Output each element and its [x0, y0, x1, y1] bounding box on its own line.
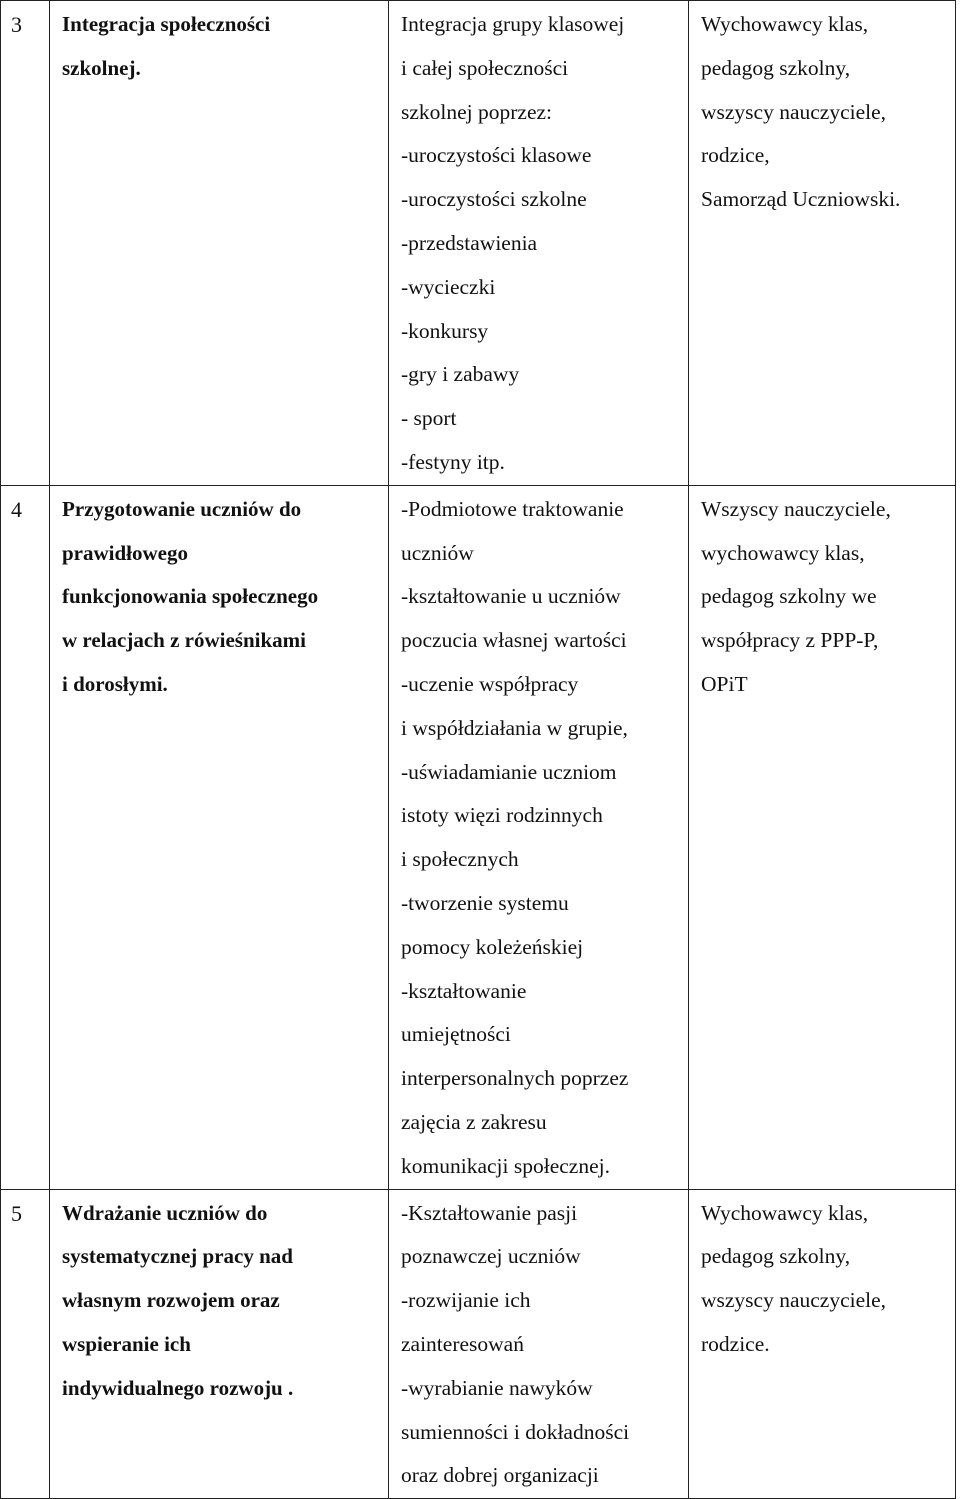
task-line: -festyny itp. [401, 449, 505, 474]
goal-line: prawidłowego [62, 540, 188, 565]
task-line: zainteresowań [401, 1331, 524, 1356]
task-line: i całej społeczności [401, 55, 569, 80]
goal-cell [50, 485, 389, 1189]
task-line: sumienności i dokładności [401, 1419, 630, 1444]
goal-cell [50, 1, 389, 486]
row-number-cell [1, 1, 50, 486]
responsible-line: rodzice, [701, 143, 770, 168]
responsible-line: wszyscy nauczyciele, [701, 99, 887, 124]
responsible-line: rodzice. [701, 1331, 770, 1356]
row-number-cell [1, 1189, 50, 1499]
tasks-cell [389, 1189, 689, 1499]
goal-line: własnym rozwojem oraz [62, 1288, 280, 1313]
goal-line: Przygotowanie uczniów do [62, 496, 302, 521]
task-line: -Podmiotowe traktowanie [401, 496, 624, 521]
responsible-line: wychowawcy klas, [701, 540, 865, 565]
task-line: -uświadamianie uczniom [401, 759, 617, 784]
row-number: 3 [11, 12, 22, 37]
responsible-line: współpracy z PPP-P, [701, 628, 879, 653]
responsible-line: Wychowawcy klas, [701, 1200, 869, 1225]
task-line: i społecznych [401, 847, 519, 872]
responsible-line: pedagog szkolny, [701, 1244, 851, 1269]
responsible-cell [689, 1189, 956, 1499]
task-line: -przedstawienia [401, 230, 538, 255]
task-line: interpersonalnych poprzez [401, 1066, 629, 1091]
task-line: -rozwijanie ich [401, 1288, 531, 1313]
goal-line: systematycznej pracy nad [62, 1244, 293, 1269]
responsible-line: pedagog szkolny we [701, 584, 877, 609]
responsible-cell [689, 485, 956, 1189]
task-line: komunikacji społecznej. [401, 1153, 610, 1178]
goal-cell [50, 1189, 389, 1499]
task-line: uczniów [401, 540, 474, 565]
table-row [1, 485, 956, 1189]
row-number-cell [1, 485, 50, 1189]
goal-line: i dorosłymi. [62, 671, 168, 696]
task-line: -wycieczki [401, 274, 496, 299]
task-line: -wyrabianie nawyków [401, 1375, 593, 1400]
responsible-line: wszyscy nauczyciele, [701, 1288, 887, 1313]
row-number: 4 [11, 496, 22, 522]
tasks-cell [389, 1, 689, 486]
task-line: poznawczej uczniów [401, 1244, 581, 1269]
task-line: -konkursy [401, 318, 489, 343]
task-line: -uczenie współpracy [401, 671, 579, 696]
goal-line: Wdrażanie uczniów do [62, 1200, 268, 1225]
goal-line: indywidualnego rozwoju . [62, 1375, 294, 1400]
task-line: zajęcia z zakresu [401, 1109, 547, 1134]
task-line: pomocy koleżeńskiej [401, 934, 584, 959]
table-row [1, 1189, 956, 1499]
task-line: -uroczystości klasowe [401, 143, 592, 168]
responsible-cell [689, 1, 956, 486]
task-line: i współdziałania w grupie, [401, 715, 628, 740]
tasks-cell [389, 485, 689, 1189]
task-line: szkolnej poprzez: [401, 99, 553, 124]
task-line: oraz dobrej organizacji [401, 1463, 599, 1488]
task-line: Integracja grupy klasowej [401, 12, 625, 36]
goal-line: funkcjonowania społecznego [62, 584, 319, 609]
task-line: -tworzenie systemu [401, 890, 569, 915]
task-line: -Kształtowanie pasji [401, 1200, 578, 1225]
task-line: umiejętności [401, 1022, 511, 1047]
responsible-line: OPiT [701, 671, 748, 696]
goal-line: szkolnej. [62, 55, 141, 80]
task-line: poczucia własnej wartości [401, 628, 627, 653]
task-line: -kształtowanie u uczniów [401, 584, 621, 609]
task-line: istoty więzi rodzinnych [401, 803, 603, 828]
table-row [1, 1, 956, 486]
goal-line: wspieranie ich [62, 1331, 191, 1356]
responsible-line: pedagog szkolny, [701, 55, 851, 80]
responsible-line: Wszyscy nauczyciele, [701, 496, 891, 521]
responsible-line: Wychowawcy klas, [701, 12, 869, 36]
task-line: -uroczystości szkolne [401, 187, 587, 212]
responsible-line: Samorząd Uczniowski. [701, 187, 901, 212]
task-line: -kształtowanie [401, 978, 527, 1003]
goal-line: w relacjach z rówieśnikami [62, 628, 306, 653]
task-line: -gry i zabawy [401, 362, 520, 387]
goal-line: Integracja społeczności [62, 12, 271, 36]
row-number: 5 [11, 1200, 22, 1226]
task-line: - sport [401, 406, 457, 431]
